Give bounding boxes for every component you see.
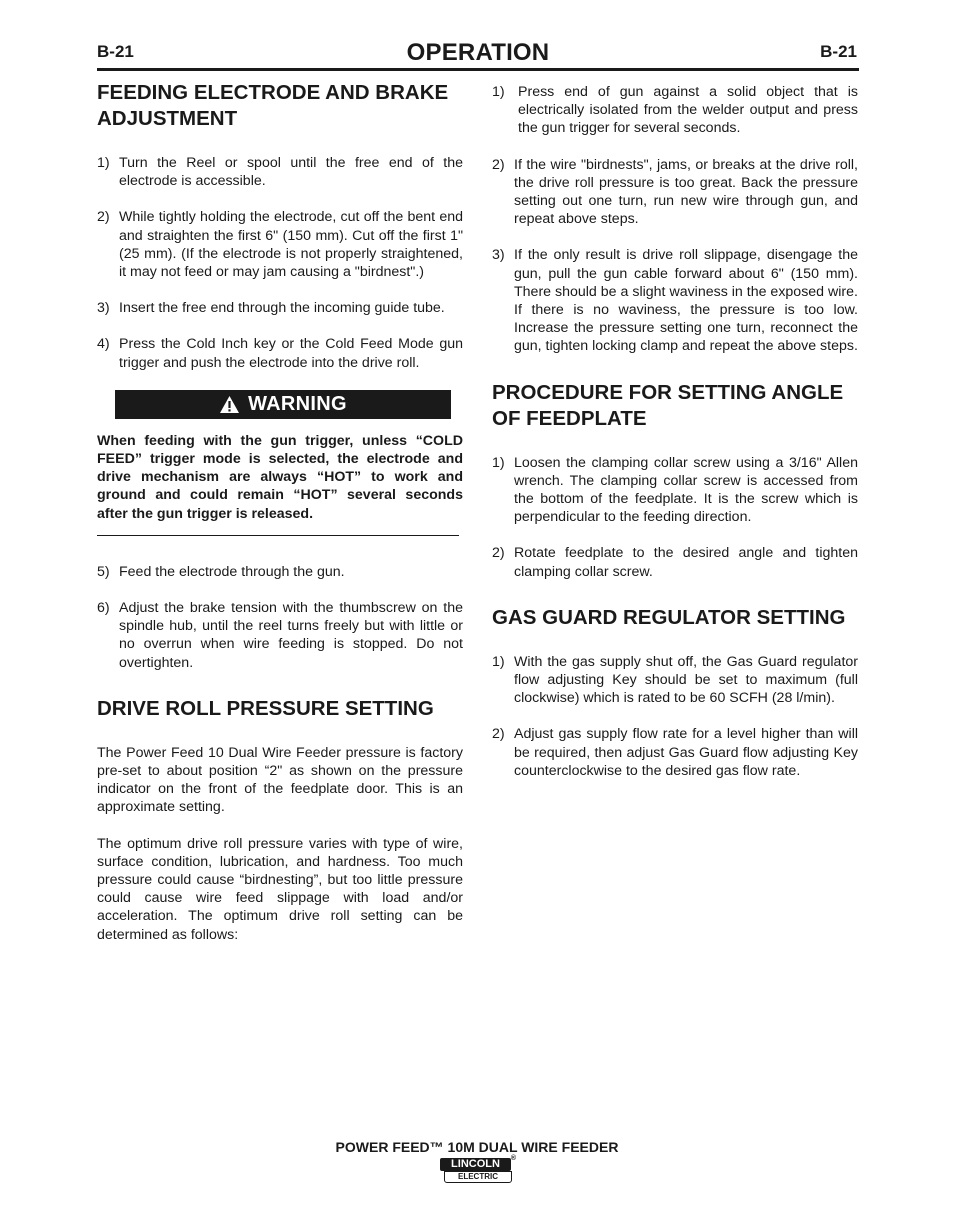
section-heading-feedplate-angle: PROCEDURE FOR SETTING ANGLE OF FEEDPLATE bbox=[492, 380, 844, 430]
item-text: If the wire "birdnests", jams, or breaks at the drive roll, the drive roll pressure is too great. Back the pressure setting out one turn, run new wire through gun, and repeat above steps. bbox=[514, 156, 858, 228]
item-text: Adjust the brake tension with the thumbscrew on the spindle hub, until the reel turns freely but with little or no overrun when wire feeding is stopped. Do not overtighten. bbox=[119, 600, 463, 671]
list-item bbox=[97, 154, 463, 190]
section-heading-feeding-electrode: FEEDING ELECTRODE AND BRAKE ADJUSTMENT bbox=[97, 81, 449, 130]
item-text: Insert the free end through the incoming guide tube. bbox=[119, 300, 445, 317]
logo-bottom-text: ELECTRIC bbox=[444, 1171, 512, 1183]
left-column bbox=[97, 80, 463, 962]
list-item bbox=[97, 599, 463, 672]
list-item bbox=[492, 653, 858, 708]
page-header bbox=[97, 38, 859, 72]
warning-text: When feeding with the gun trigger, unless “COLD FEED” trigger mode is selected, the electrode and drive mechanism are always “HOT” to work and ground and could remain “HOT” several seconds after the gun trigger is released. bbox=[97, 432, 463, 522]
list-item bbox=[492, 725, 858, 780]
right-column bbox=[492, 83, 858, 798]
warning-triangle-icon bbox=[219, 395, 240, 414]
item-text: Feed the electrode through the gun. bbox=[119, 563, 345, 580]
warning-banner bbox=[115, 390, 451, 419]
registered-mark: ® bbox=[510, 1155, 516, 1162]
section-heading-gas-guard: GAS GUARD REGULATOR SETTING bbox=[492, 605, 846, 629]
item-number: 5) bbox=[97, 563, 110, 580]
page-number-right: B-21 bbox=[820, 42, 857, 61]
page-number-left: B-21 bbox=[97, 42, 134, 61]
list-item bbox=[492, 544, 858, 580]
item-number: 1) bbox=[97, 155, 110, 171]
warning-label: WARNING bbox=[248, 393, 347, 416]
paragraph: The optimum drive roll pressure varies with type of wire, surface condition, lubrication, and hardness. Too much pressure could cause “birdnesting”, but too little pressure could cause wire feed slippage with load and/or acceleration. The optimum drive roll setting can be determined as follows: bbox=[97, 835, 463, 943]
list-item bbox=[492, 454, 858, 527]
item-text: Rotate feedplate to the desired angle and tighten clamping collar screw. bbox=[514, 545, 858, 580]
item-number: 2) bbox=[97, 209, 110, 226]
item-text: Adjust gas supply flow rate for a level higher than will be required, then adjust Gas Guard flow adjusting Key counterclockwise to the desired gas flow rate. bbox=[514, 726, 858, 779]
list-item bbox=[492, 246, 858, 355]
page-footer bbox=[0, 1139, 954, 1188]
item-number: 2) bbox=[492, 726, 505, 743]
item-text: With the gas supply shut off, the Gas Guard regulator flow adjusting Key should be set to maximum (full clockwise) which is rated to be 60 SCFH (28 l/min). bbox=[514, 653, 858, 707]
list-item bbox=[97, 563, 463, 581]
item-number: 1) bbox=[492, 454, 505, 471]
section-heading-drive-roll-pressure: DRIVE ROLL PRESSURE SETTING bbox=[97, 696, 434, 720]
item-number: 2) bbox=[492, 156, 505, 173]
header-rule bbox=[97, 68, 859, 71]
list-item bbox=[492, 83, 858, 138]
lincoln-electric-logo bbox=[440, 1155, 516, 1183]
item-number: 3) bbox=[97, 300, 110, 317]
item-text: Press end of gun against a solid object that is electrically isolated from the welder output and press the gun trigger for several seconds. bbox=[518, 84, 858, 137]
item-number: 4) bbox=[97, 336, 110, 353]
item-text: While tightly holding the electrode, cut off the bent end and straighten the first 6" (150 mm). Cut off the first 1" (25 mm). (If the electrode is not properly straightened, it may not feed or may jam causing a "birdnest".) bbox=[119, 209, 463, 281]
item-text: If the only result is drive roll slippage, disengage the gun, pull the gun cable forward about 6" (150 mm). There should be a slight waviness in the exposed wire. If there is no waviness, the pressure is too low. Increase the pressure setting one turn, reconnect the gun, tighten locking clamp and repeat the above steps. bbox=[514, 247, 858, 355]
item-text: Press the Cold Inch key or the Cold Feed Mode gun trigger and push the electrode into the drive roll. bbox=[119, 336, 463, 371]
paragraph: The Power Feed 10 Dual Wire Feeder pressure is factory pre-set to about position “2" as shown on the pressure indicator on the front of the feedplate door. This is an approximate setting. bbox=[97, 744, 463, 816]
item-number: 1) bbox=[492, 84, 505, 100]
item-number: 3) bbox=[492, 247, 505, 264]
item-text: Turn the Reel or spool until the free end of the electrode is accessible. bbox=[119, 155, 463, 190]
list-item bbox=[97, 208, 463, 281]
page-title: OPERATION bbox=[406, 39, 550, 66]
warning-divider bbox=[97, 535, 459, 536]
footer-product-title: POWER FEED™ 10M DUAL WIRE FEEDER bbox=[335, 1139, 619, 1155]
item-text: Loosen the clamping collar screw using a 3/16" Allen wrench. The clamping collar screw is accessed from the bottom of the feedplate. It is the screw which is perpendicular to the feeding direction. bbox=[514, 454, 858, 526]
logo-top-text: LINCOLN bbox=[440, 1158, 511, 1171]
item-number: 2) bbox=[492, 545, 505, 562]
list-item bbox=[97, 335, 463, 371]
list-item bbox=[97, 299, 463, 317]
item-number: 6) bbox=[97, 600, 110, 617]
item-number: 1) bbox=[492, 653, 505, 670]
list-item bbox=[492, 156, 858, 229]
